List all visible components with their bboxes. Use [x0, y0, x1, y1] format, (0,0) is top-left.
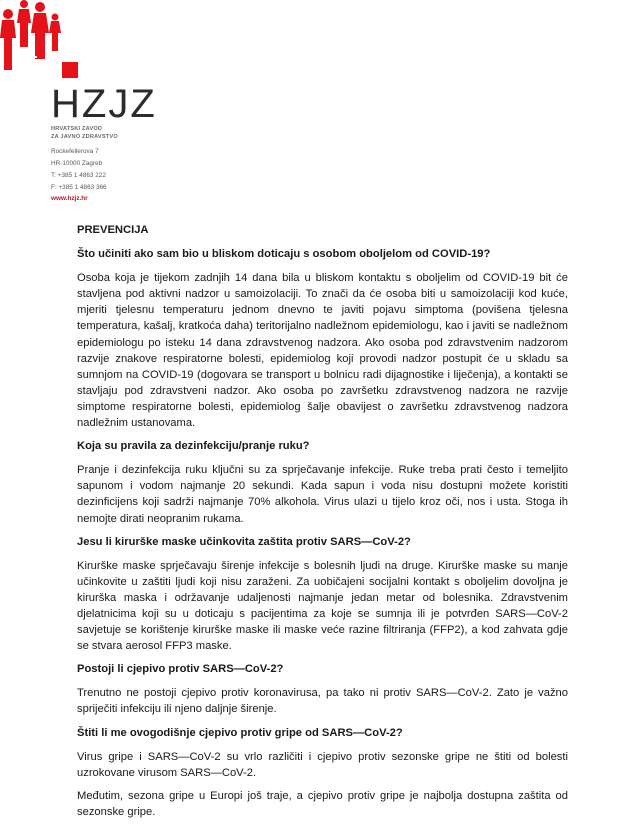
address-street: Rockefellerova 7 [51, 148, 99, 155]
section-heading: Koja su pravila za dezinfekciju/pranje ruku? [77, 440, 310, 453]
section-heading: Štiti li me ovogodišnje cjepivo protiv gripe od SARS—CoV-2? [77, 726, 403, 739]
section-paragraph: Virus gripe i SARS—CoV-2 su vrlo različiti i cjepivo protiv sezonske gripe ne štiti od bolesti uzrokovane virusom SARS—CoV-2. [77, 750, 568, 779]
section-heading: Postoji li cjepivo protiv SARS—CoV-2? [77, 663, 284, 676]
phone-number: T: +385 1 4863 222 [51, 172, 106, 179]
org-name-line: HRVATSKI ZAVOD [51, 126, 103, 132]
section-heading: Jesu li kirurške maske učinkovita zaštita protiv SARS—CoV-2? [77, 535, 411, 548]
document-body [77, 222, 568, 827]
org-acronym: HZJZ [51, 82, 157, 126]
section-paragraph: Međutim, sezona gripe u Europi još traje, a cjepivo protiv gripe je najbolja dostupna zaštita od sezonske gripe. [77, 789, 568, 818]
address-block [51, 146, 107, 203]
people-silhouettes-logo [0, 0, 64, 70]
section-paragraph: Trenutno ne postoji cjepivo protiv koronavirusa, pa tako ni protiv SARS—CoV-2. Zato je važno spriječiti infekciju ili njeno daljnje širenje. [77, 687, 568, 716]
fax-number: F: +385 1 4863 366 [51, 184, 107, 191]
section-paragraph: Osoba koja je tijekom zadnjih 14 dana bila u bliskom kontaktu s oboljelim od COVID-19 bit će stavljena pod aktivni nadzor u samoizolaciji. To znači da će osoba biti u samoizolaciji kod kuće, mjeriti tjelesnu temperaturu jednom dnevno te javiti pojavu simptoma (povišena tjelesna temperatura, kašalj, kratkoća daha) teritorijalno nadležnom epidemiologu, kao i javiti se nadležnom epidemiologu po isteku 14 dana zdravstvenog nadzora. Ako osoba pod zdravstvenim nadzorom razvije znakove respiratorne bolesti, epidemiolog koji provodi nadzor postupit će u skladu sa sumnjom na COVID-19 (dogovara se transport u bolnicu radi dijagnostike i liječenja), a kontakti se stavljaju pod zdravstveni nadzor. Ako osoba po završetku zdravstvenog nadzora ne razvije simptome respiratorne bolesti, epidemiolog šalje obavijest o završetku zdravstvenog nadzora nadležnim ustanovama. [77, 272, 568, 430]
section-paragraph: Kirurške maske sprječavaju širenje infekcije s bolesnih ljudi na druge. Kirurške maske su manje učinkovite u zaštiti ljudi koji nisu zaraženi. Za uobičajeni socijalni kontakt s oboljelim dovoljna je kirurška maska i održavanje udaljenosti najmanje jedan metar od bolesnika. Zdravstvenim djelatnicima koji su u doticaju s pacijentima za koje se sumnja ili je potvrđen SARS—CoV-2 savjetuje se korištenje kirurške maske ili maske veće razine filtriranja (FFP2), a kod zahvata gdje se stvara aerosol FFP3 maske. [77, 559, 568, 653]
website-link[interactable]: www.hzjz.hr [51, 195, 88, 202]
org-name [51, 126, 118, 141]
section-paragraph: Pranje i dezinfekcija ruku ključni su za sprječavanje infekcije. Ruke treba prati često i temeljito sapunom i vodom najmanje 20 sekundi. Kada sapun i voda nisu dostupni možete koristiti dezinficijens koji sadrži najmanje 70% alkohola. Virus ulazi u tijelo kroz oči, nos i usta. Stoga ih nemojte dirati neopranim rukama. [77, 464, 568, 525]
document-title: PREVENCIJA [77, 224, 149, 236]
brand-square [62, 62, 78, 78]
section-heading: Što učiniti ako sam bio u bliskom doticaju s osobom oboljelom od COVID-19? [77, 248, 491, 261]
address-city: HR-10000 Zagreb [51, 160, 103, 167]
org-name-line: ZA JAVNO ZDRAVSTVO [51, 133, 118, 140]
